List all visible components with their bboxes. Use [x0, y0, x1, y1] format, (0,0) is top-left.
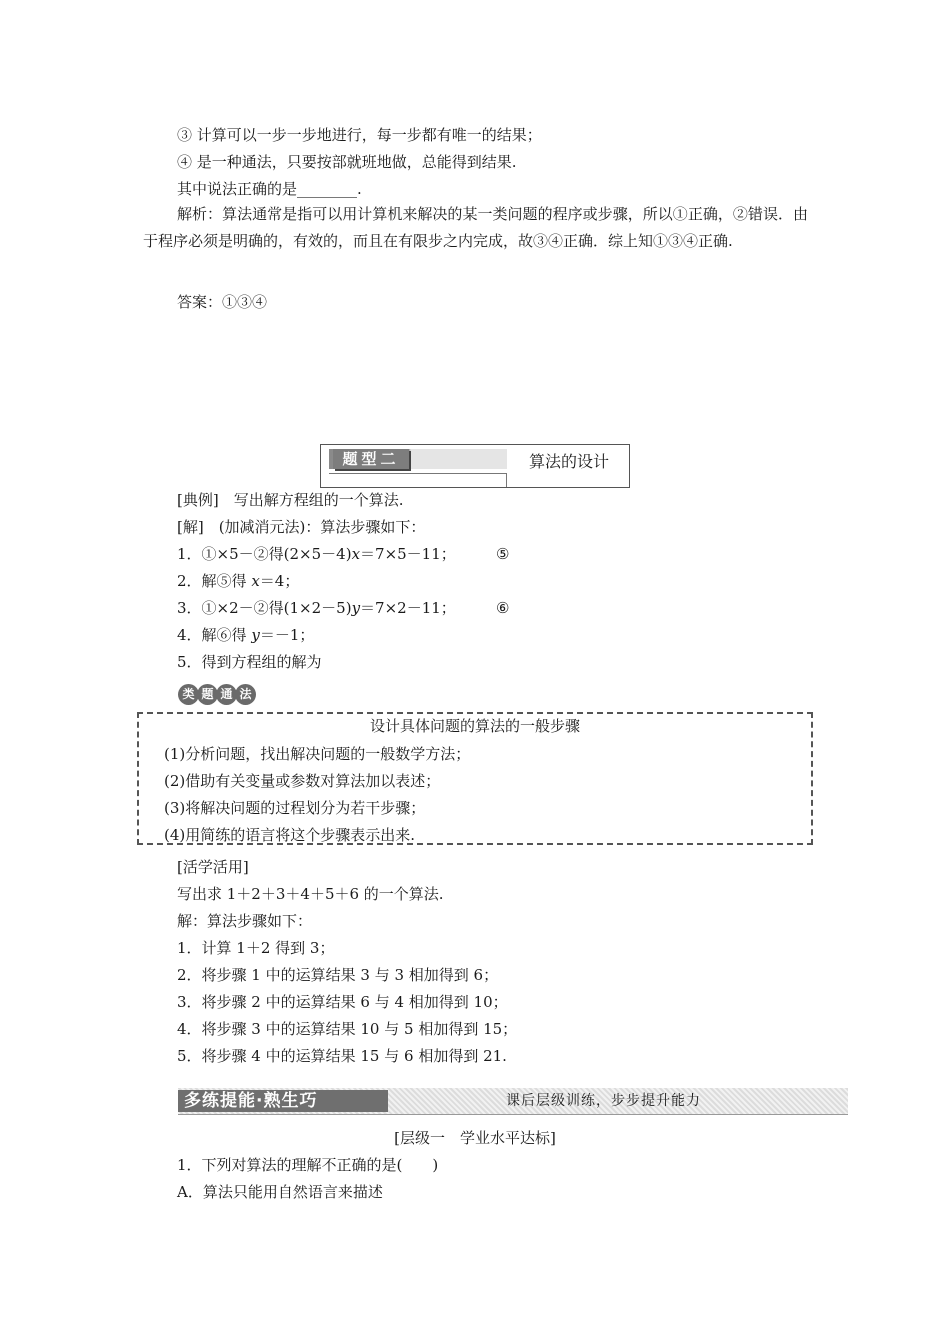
banner-subtitle: 课后层级训练，步步提升能力 — [506, 1093, 701, 1109]
section-heading — [320, 444, 630, 488]
banner-title: 多练提能·熟生巧 — [178, 1090, 388, 1112]
step-variable: x — [351, 545, 361, 563]
statement-3: ③ 计算可以一步一步地进行，每一步都有唯一的结果； — [177, 126, 542, 144]
step-text: ①×5－②得(2×5－4) — [201, 545, 352, 563]
answer-text: 答案：①③④ — [177, 293, 268, 311]
statement-4: ④ 是一种通法，只要按部就班地做，总能得到结果. — [177, 153, 517, 171]
practice-banner — [178, 1088, 848, 1115]
method-pill: 通 — [216, 684, 237, 705]
heading-tick-mark — [506, 473, 507, 487]
example-step — [177, 544, 456, 564]
step-text: 解⑤得 — [201, 572, 252, 590]
example-step — [177, 598, 456, 618]
step-text-tail: ＝7×5－11； — [360, 545, 456, 563]
step-text-tail: ＝7×2－11； — [360, 599, 456, 617]
example-step — [177, 571, 299, 591]
exercise-level: [层级一 学业水平达标] — [394, 1129, 556, 1147]
practice-step: 2．将步骤 1 中的运算结果 3 与 3 相加得到 6； — [177, 966, 499, 984]
method-box-title: 设计具体问题的算法的一般步骤 — [369, 717, 580, 735]
example-step — [177, 625, 314, 645]
step-number: 4． — [177, 626, 202, 644]
step-text-tail: ＝4； — [259, 572, 300, 590]
step-text: 得到方程组的解为 — [201, 653, 322, 671]
practice-label: [活学活用] — [177, 858, 249, 876]
method-item: (3)将解决问题的过程划分为若干步骤； — [164, 799, 426, 817]
method-pill: 法 — [235, 684, 256, 705]
example-label: [典例] 写出解方程组的一个算法. — [177, 491, 404, 509]
equation-tag: ⑤ — [496, 545, 510, 563]
method-pill: 类 — [178, 684, 199, 705]
step-text: ①×2－②得(1×2－5) — [201, 599, 352, 617]
equation-tag: ⑥ — [496, 599, 510, 617]
step-variable: x — [251, 572, 260, 590]
practice-solution-head: 解：算法步骤如下： — [177, 912, 313, 930]
analysis-paragraph: 解析：算法通常是指可以用计算机来解决的某一类问题的程序或步骤，所以①正确，②错误．由于程序必须是明确的，有效的，而且在有限步之内完成，故③④正确．综上知①③④正确. — [143, 205, 808, 250]
section-tag-label: 题型二 — [333, 449, 409, 469]
exercise-option-a: A．算法只能用自然语言来描述 — [177, 1183, 383, 1201]
step-text-tail: ＝－1； — [259, 626, 315, 644]
section-tag-bar — [329, 449, 507, 469]
section-title: 算法的设计 — [529, 452, 610, 471]
step-text: 解⑥得 — [201, 626, 252, 644]
step-number: 1． — [177, 545, 202, 563]
practice-problem: 写出求 1＋2＋3＋4＋5＋6 的一个算法. — [177, 885, 444, 903]
exercise-question: 1．下列对算法的理解不正确的是( ) — [177, 1156, 439, 1174]
solution-head: [解] (加减消元法)：算法步骤如下： — [177, 518, 426, 536]
step-variable: y — [351, 599, 361, 617]
question-text: 其中说法正确的是________. — [177, 180, 362, 198]
step-number: 5． — [177, 653, 202, 671]
practice-step: 1．计算 1＋2 得到 3； — [177, 939, 335, 957]
method-item: (1)分析问题，找出解决问题的一般数学方法； — [164, 745, 471, 763]
step-number: 2． — [177, 572, 202, 590]
practice-step: 3．将步骤 2 中的运算结果 6 与 4 相加得到 10； — [177, 993, 508, 1011]
step-variable: y — [251, 626, 260, 644]
method-label — [178, 684, 254, 705]
method-pill: 题 — [197, 684, 218, 705]
example-step — [177, 652, 322, 672]
practice-step: 4．将步骤 3 中的运算结果 10 与 5 相加得到 15； — [177, 1020, 518, 1038]
method-item: (4)用简练的语言将这个步骤表示出来. — [164, 826, 416, 844]
step-number: 3． — [177, 599, 202, 617]
practice-step: 5．将步骤 4 中的运算结果 15 与 6 相加得到 21. — [177, 1047, 507, 1065]
method-item: (2)借助有关变量或参数对算法加以表述； — [164, 772, 441, 790]
heading-underline — [329, 473, 507, 474]
